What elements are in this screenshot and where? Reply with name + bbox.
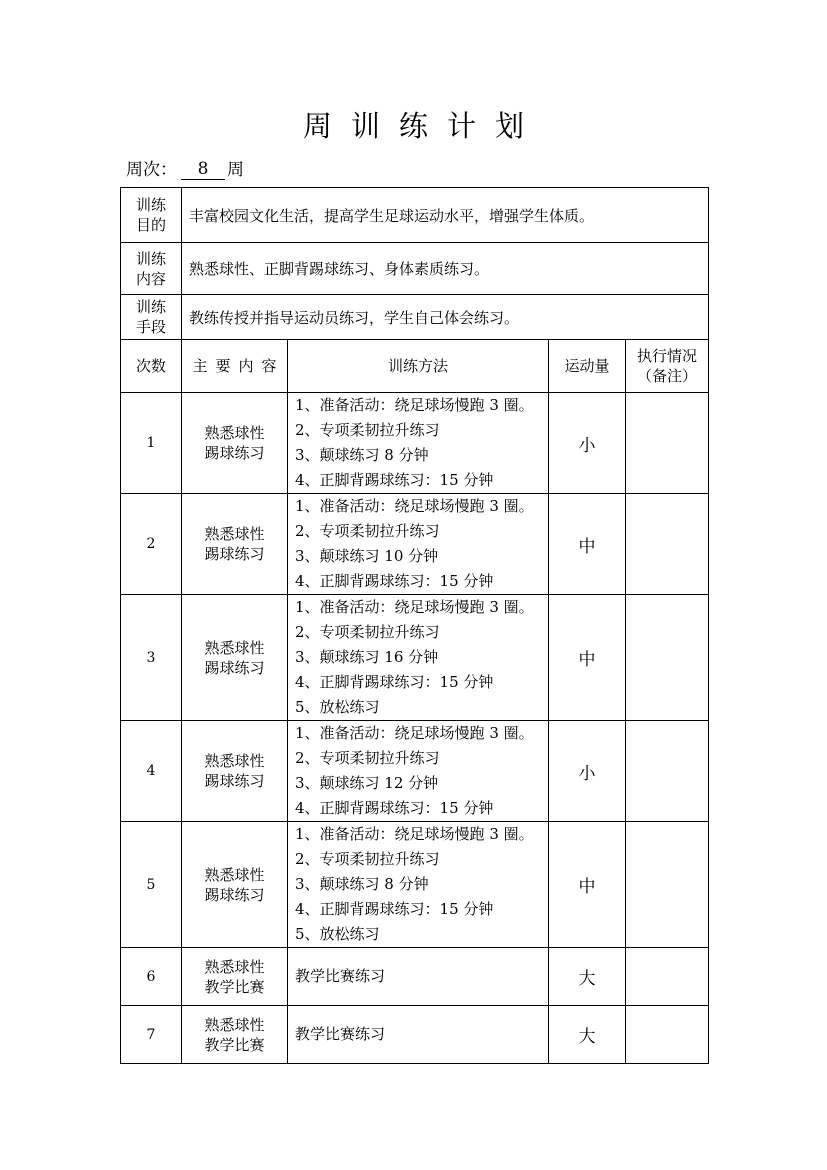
session-row (121, 494, 709, 595)
session-content (182, 1006, 288, 1064)
method-item: 1、准备活动：绕足球场慢跑 3 圈。 (295, 598, 534, 616)
session-row (121, 948, 709, 1006)
method-item: 2、专项柔韧拉升练习 (295, 623, 440, 641)
session-notes (626, 1006, 709, 1064)
session-row (121, 393, 709, 494)
method-item: 4、正脚背踢球练习：15 分钟 (295, 572, 494, 590)
header-main-content: 主要内容 (182, 340, 288, 393)
header-row (121, 340, 709, 393)
method-item: 1、准备活动：绕足球场慢跑 3 圈。 (295, 825, 534, 843)
method-item: 2、专项柔韧拉升练习 (295, 522, 440, 540)
means-label-text: 训练手段 (136, 298, 167, 336)
session-rows (121, 393, 709, 1064)
session-content-line: 踢球练习 (204, 545, 265, 563)
goal-label (121, 188, 182, 243)
content-label (121, 243, 182, 295)
session-content (182, 822, 288, 948)
goal-label-text: 训练目的 (136, 196, 167, 234)
method-item: 5、放松练习 (295, 698, 380, 716)
session-notes (626, 822, 709, 948)
session-content (182, 595, 288, 721)
session-methods (288, 595, 549, 721)
session-row (121, 595, 709, 721)
method-item: 5、放松练习 (295, 925, 380, 943)
header-notes-line1: 执行情况 (637, 347, 698, 365)
session-notes (626, 494, 709, 595)
session-volume: 大 (549, 948, 626, 1006)
method-item: 4、正脚背踢球练习：15 分钟 (295, 673, 494, 691)
session-content-line: 熟悉球性 (204, 1015, 265, 1034)
session-methods (288, 1006, 549, 1064)
session-methods (288, 494, 549, 595)
session-row (121, 822, 709, 948)
session-methods (288, 721, 549, 822)
session-notes (626, 948, 709, 1006)
session-content-line: 踢球练习 (204, 658, 265, 677)
goal-row (121, 188, 709, 243)
session-notes (626, 595, 709, 721)
session-volume: 中 (549, 595, 626, 721)
session-notes (626, 721, 709, 822)
session-index: 5 (121, 822, 182, 948)
method-item: 教学比赛练习 (295, 1025, 386, 1043)
session-content (182, 393, 288, 494)
week-line (126, 155, 244, 180)
week-number: 8 (181, 159, 225, 180)
week-prefix: 周次： (126, 160, 177, 180)
method-item: 2、专项柔韧拉升练习 (295, 749, 440, 767)
session-content-line: 踢球练习 (204, 885, 265, 904)
session-volume: 中 (549, 822, 626, 948)
session-content (182, 721, 288, 822)
session-content (182, 494, 288, 595)
session-index: 1 (121, 393, 182, 494)
means-row (121, 295, 709, 340)
week-suffix: 周 (227, 160, 244, 180)
method-item: 1、准备活动：绕足球场慢跑 3 圈。 (295, 724, 534, 742)
goal-text: 丰富校园文化生活，提高学生足球运动水平，增强学生体质。 (182, 188, 709, 243)
session-index: 3 (121, 595, 182, 721)
session-volume: 小 (549, 393, 626, 494)
session-content-line: 教学比赛 (204, 1035, 265, 1054)
session-volume: 小 (549, 721, 626, 822)
method-item: 3、颠球练习 12 分钟 (295, 774, 439, 792)
session-content-line: 熟悉球性 (204, 865, 265, 884)
content-text: 熟悉球性、正脚背踢球练习、身体素质练习。 (182, 243, 709, 295)
session-volume: 大 (549, 1006, 626, 1064)
session-methods (288, 393, 549, 494)
header-notes-line2: （备注） (637, 367, 698, 385)
method-item: 3、颠球练习 10 分钟 (295, 547, 439, 565)
session-content-line: 踢球练习 (204, 444, 265, 462)
method-item: 2、专项柔韧拉升练习 (295, 850, 440, 868)
training-plan-table (120, 187, 709, 1064)
session-row (121, 721, 709, 822)
session-methods (288, 948, 549, 1006)
header-index: 次数 (121, 340, 182, 393)
method-item: 3、颠球练习 16 分钟 (295, 648, 439, 666)
session-content-line: 教学比赛 (204, 977, 265, 996)
header-method: 训练方法 (288, 340, 549, 393)
session-content-line: 踢球练习 (204, 772, 265, 790)
session-row (121, 1006, 709, 1064)
session-index: 7 (121, 1006, 182, 1064)
page-title: 周训练计划 (302, 109, 543, 143)
method-item: 4、正脚背踢球练习：15 分钟 (295, 471, 494, 489)
method-item: 2、专项柔韧拉升练习 (295, 421, 440, 439)
session-content-line: 熟悉球性 (204, 424, 265, 442)
session-index: 6 (121, 948, 182, 1006)
session-methods (288, 822, 549, 948)
method-item: 1、准备活动：绕足球场慢跑 3 圈。 (295, 396, 534, 414)
session-content-line: 熟悉球性 (204, 957, 265, 976)
method-item: 3、颠球练习 8 分钟 (295, 446, 429, 464)
session-content-line: 熟悉球性 (204, 752, 265, 770)
method-item: 教学比赛练习 (295, 967, 386, 985)
session-content-line: 熟悉球性 (204, 525, 265, 543)
session-notes (626, 393, 709, 494)
content-row (121, 243, 709, 295)
means-label (121, 295, 182, 340)
header-notes (626, 340, 709, 393)
method-item: 1、准备活动：绕足球场慢跑 3 圈。 (295, 497, 534, 515)
method-item: 4、正脚背踢球练习：15 分钟 (295, 799, 494, 817)
means-text: 教练传授并指导运动员练习，学生自己体会练习。 (182, 295, 709, 340)
session-index: 2 (121, 494, 182, 595)
session-content (182, 948, 288, 1006)
session-index: 4 (121, 721, 182, 822)
method-item: 3、颠球练习 8 分钟 (295, 875, 429, 893)
session-content-line: 熟悉球性 (204, 638, 265, 657)
method-item: 4、正脚背踢球练习：15 分钟 (295, 900, 494, 918)
session-volume: 中 (549, 494, 626, 595)
content-label-text: 训练内容 (136, 249, 167, 288)
header-volume: 运动量 (549, 340, 626, 393)
